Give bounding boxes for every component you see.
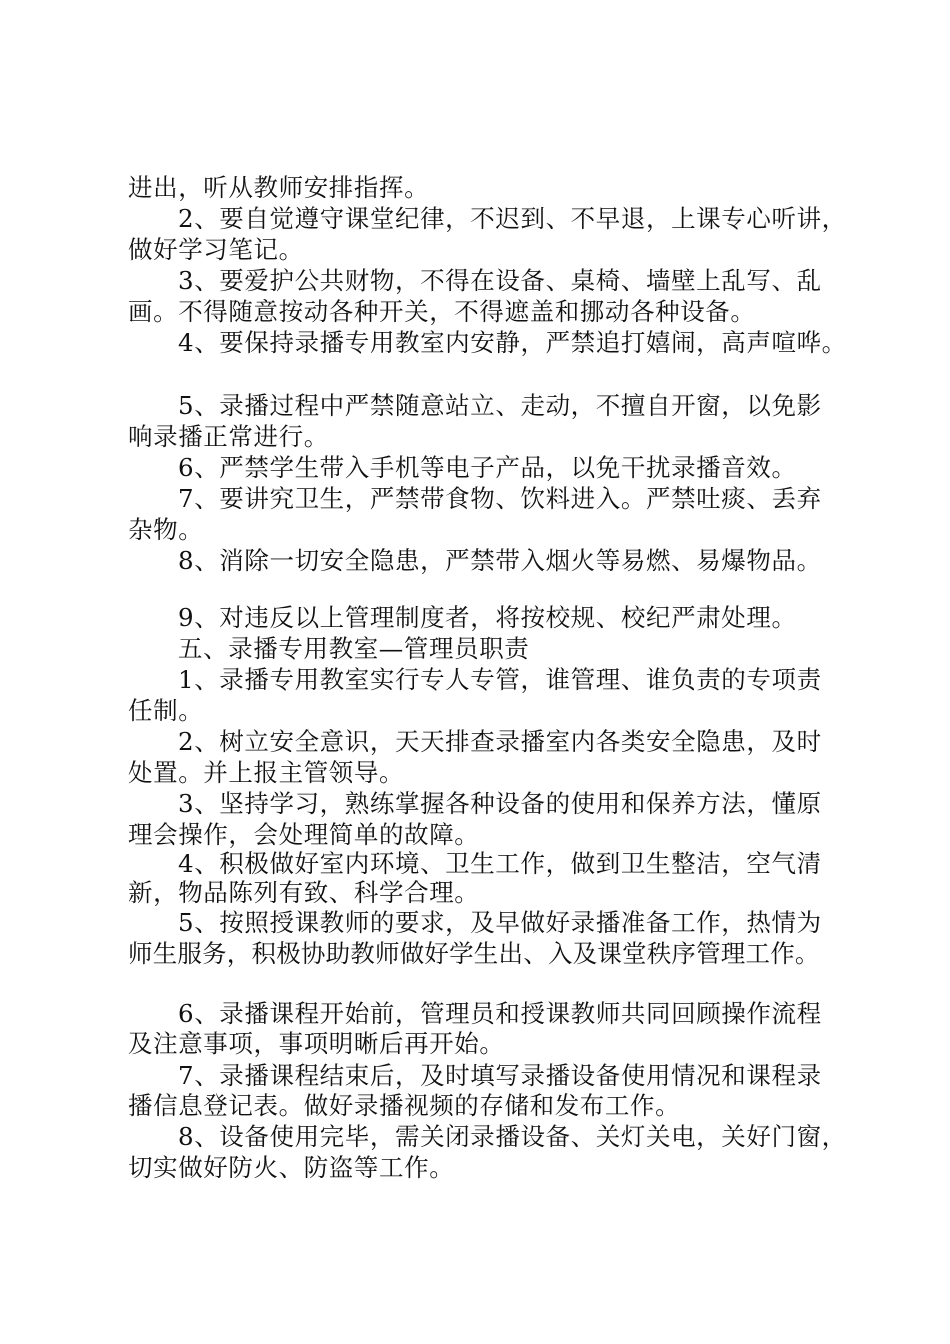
text-line: 及注意事项，事项明晰后再开始。 — [128, 1029, 505, 1058]
text-line: 4、积极做好室内环境、卫生工作，做到卫生整洁，空气清 — [178, 849, 822, 878]
text-line: 6、严禁学生带入手机等电子产品，以免干扰录播音效。 — [178, 453, 797, 482]
text-line: 师生服务，积极协助教师做好学生出、入及课堂秩序管理工作。 — [128, 939, 820, 968]
text-line: 3、要爱护公共财物，不得在设备、桌椅、墙壁上乱写、乱 — [178, 266, 822, 295]
text-line: 6、录播课程开始前，管理员和授课教师共同回顾操作流程 — [178, 999, 822, 1028]
text-line: 7、要讲究卫生，严禁带食物、饮料进入。严禁吐痰、丢弃 — [178, 484, 822, 513]
text-line: 进出，听从教师安排指挥。 — [128, 173, 430, 202]
text-line: 5、录播过程中严禁随意站立、走动，不擅自开窗，以免影 — [178, 391, 822, 420]
text-line: 2、要自觉遵守课堂纪律，不迟到、不早退，上课专心听讲， — [178, 204, 847, 233]
text-line: 响录播正常进行。 — [128, 422, 329, 451]
text-line: 5、按照授课教师的要求，及早做好录播准备工作，热情为 — [178, 908, 822, 937]
text-line: 4、要保持录播专用教室内安静，严禁追打嬉闹，高声喧哗。 — [178, 328, 847, 357]
text-line: 1、录播专用教室实行专人专管，谁管理、谁负责的专项责 — [178, 665, 822, 694]
text-line: 8、消除一切安全隐患，严禁带入烟火等易燃、易爆物品。 — [178, 546, 822, 575]
text-line: 新，物品陈列有致、科学合理。 — [128, 878, 480, 907]
text-line: 理会操作，会处理简单的故障。 — [128, 820, 480, 849]
text-line: 7、录播课程结束后，及时填写录播设备使用情况和课程录 — [178, 1061, 822, 1090]
text-line: 9、对违反以上管理制度者，将按校规、校纪严肃处理。 — [178, 603, 797, 632]
text-line: 画。不得随意按动各种开关，不得遮盖和挪动各种设备。 — [128, 297, 756, 326]
text-line: 任制。 — [128, 696, 204, 725]
text-line: 做好学习笔记。 — [128, 235, 304, 264]
text-line: 3、坚持学习，熟练掌握各种设备的使用和保养方法，懂原 — [178, 789, 822, 818]
text-line: 8、设备使用完毕，需关闭录播设备、关灯关电，关好门窗， — [178, 1122, 847, 1151]
text-line: 处置。并上报主管领导。 — [128, 758, 405, 787]
text-line: 2、树立安全意识，天天排查录播室内各类安全隐患，及时 — [178, 727, 822, 756]
text-line: 杂物。 — [128, 515, 204, 544]
text-line: 切实做好防火、防盗等工作。 — [128, 1153, 455, 1182]
text-line: 播信息登记表。做好录播视频的存储和发布工作。 — [128, 1091, 681, 1120]
section-heading: 五、录播专用教室—管理员职责 — [178, 634, 530, 663]
